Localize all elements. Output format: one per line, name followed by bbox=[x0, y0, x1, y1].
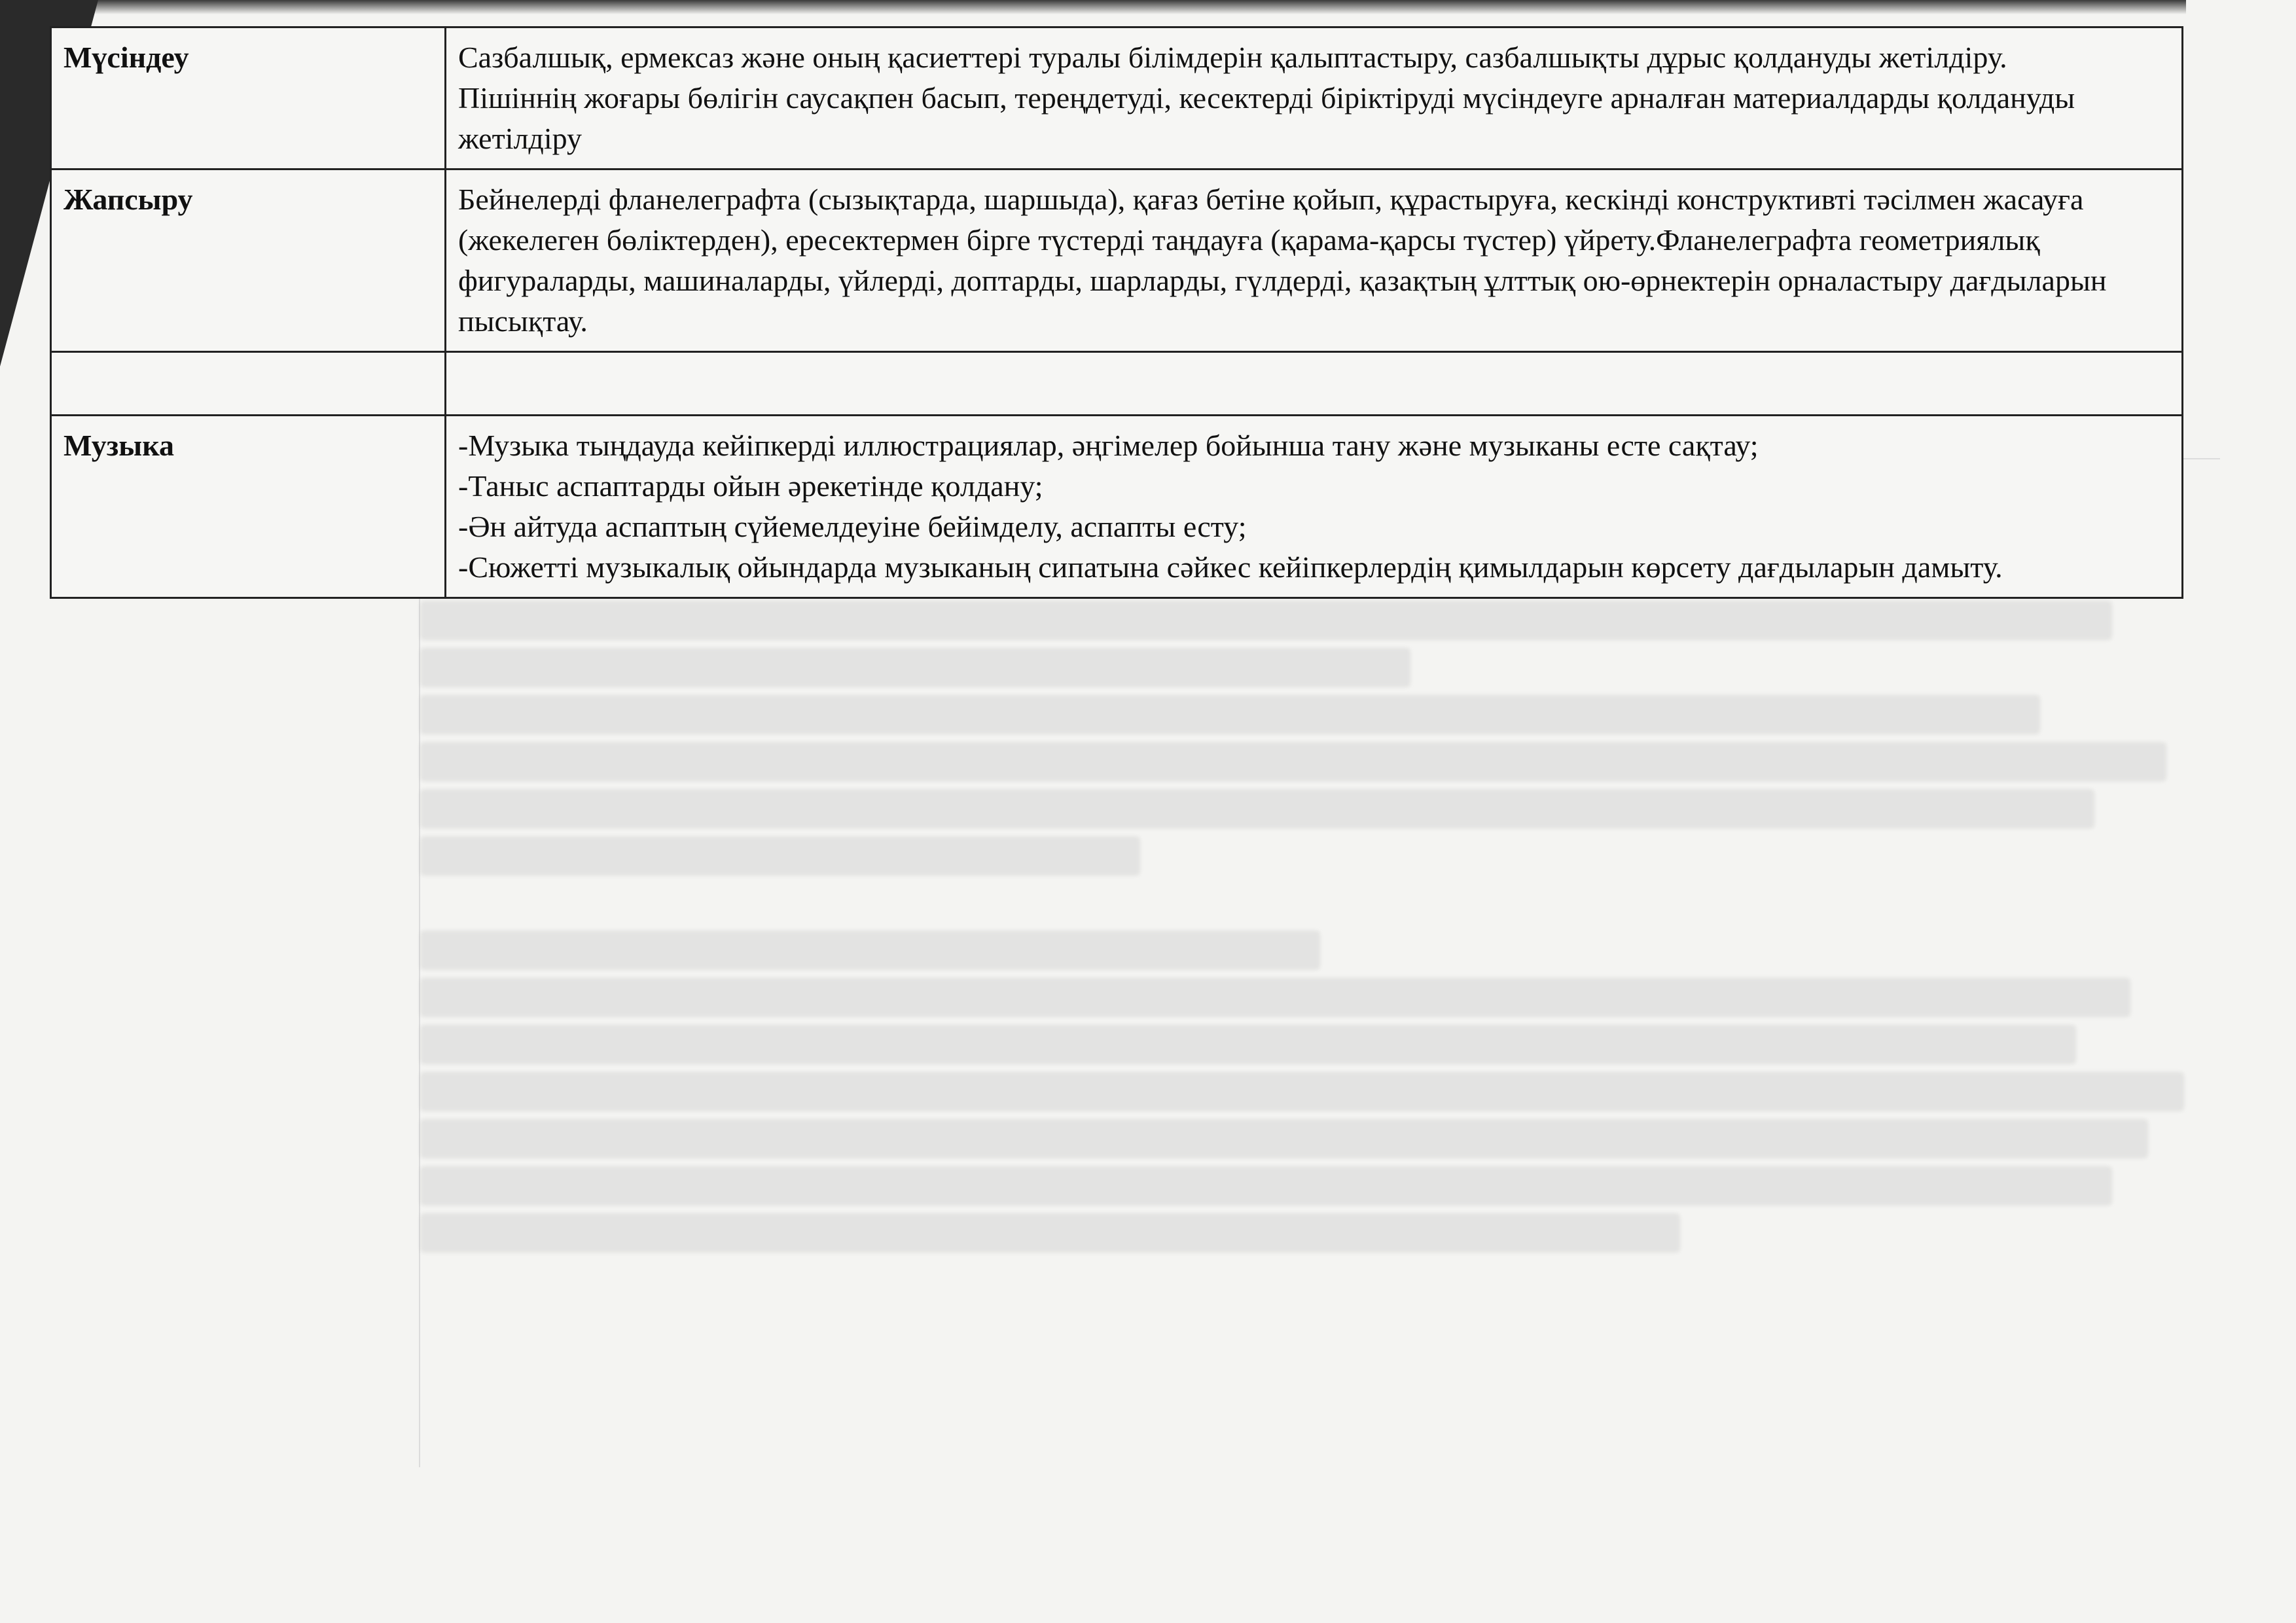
table-row bbox=[51, 416, 2183, 598]
content-line: -Сюжетті музыкалық ойындарда музыканың сипатына сәйкес кейіпкерлердің қимылдарын көрсету дағдыларын дамыту. bbox=[458, 550, 2003, 584]
scan-edge-shadow bbox=[39, 0, 2186, 14]
table-row bbox=[51, 169, 2183, 352]
content-line: -Таныс аспаптарды ойын әрекетінде қолдану; bbox=[458, 469, 1043, 503]
content-cell bbox=[446, 416, 2183, 598]
subject-cell: Мүсіндеу bbox=[51, 27, 446, 169]
content-line: -Музыка тыңдауда кейіпкерді иллюстрациялар, әңгімелер бойынша тану және музыканы есте сақтау; bbox=[458, 429, 1759, 462]
bleed-through-text bbox=[419, 458, 2220, 1467]
blank-cell bbox=[446, 352, 2183, 416]
content-line: Сазбалшық, ермексаз және оның қасиеттері туралы білімдерін қалыптастыру, сазбалшықты дұрыс қолдануды жетілдіру. bbox=[458, 41, 2007, 74]
content-cell bbox=[446, 27, 2183, 169]
content-line: Бейнелерді фланелеграфта (сызықтарда, шаршыда), қағаз бетіне қойып, құрастыруға, кескінді конструктивті тәсілмен жасауға (жекелеген бөліктерден), ересектермен бірге түстерді таңдауға (қарама-қарсы түстер) үйрету.Фланелеграфта геометриялық фигураларды, машиналарды, үйлерді, доптарды, шарларды, гүлдерді, қазақтың ұлттық ою-өрнектерін орналастыру дағдыларын пысықтау. bbox=[458, 183, 2107, 338]
table-row bbox=[51, 27, 2183, 169]
content-line: Пішіннің жоғары бөлігін саусақпен басып, тереңдетуді, кесектерді біріктіруді мүсіндеуге арналған материалдарды қолдануды жетілдіру bbox=[458, 81, 2075, 155]
subject-cell: Жапсыру bbox=[51, 169, 446, 352]
content-cell bbox=[446, 169, 2183, 352]
curriculum-table bbox=[50, 26, 2183, 599]
blank-row bbox=[51, 352, 2183, 416]
blank-cell bbox=[51, 352, 446, 416]
subject-cell: Музыка bbox=[51, 416, 446, 598]
content-line: -Ән айтуда аспаптың сүйемелдеуіне бейімделу, аспапты есту; bbox=[458, 510, 1247, 543]
